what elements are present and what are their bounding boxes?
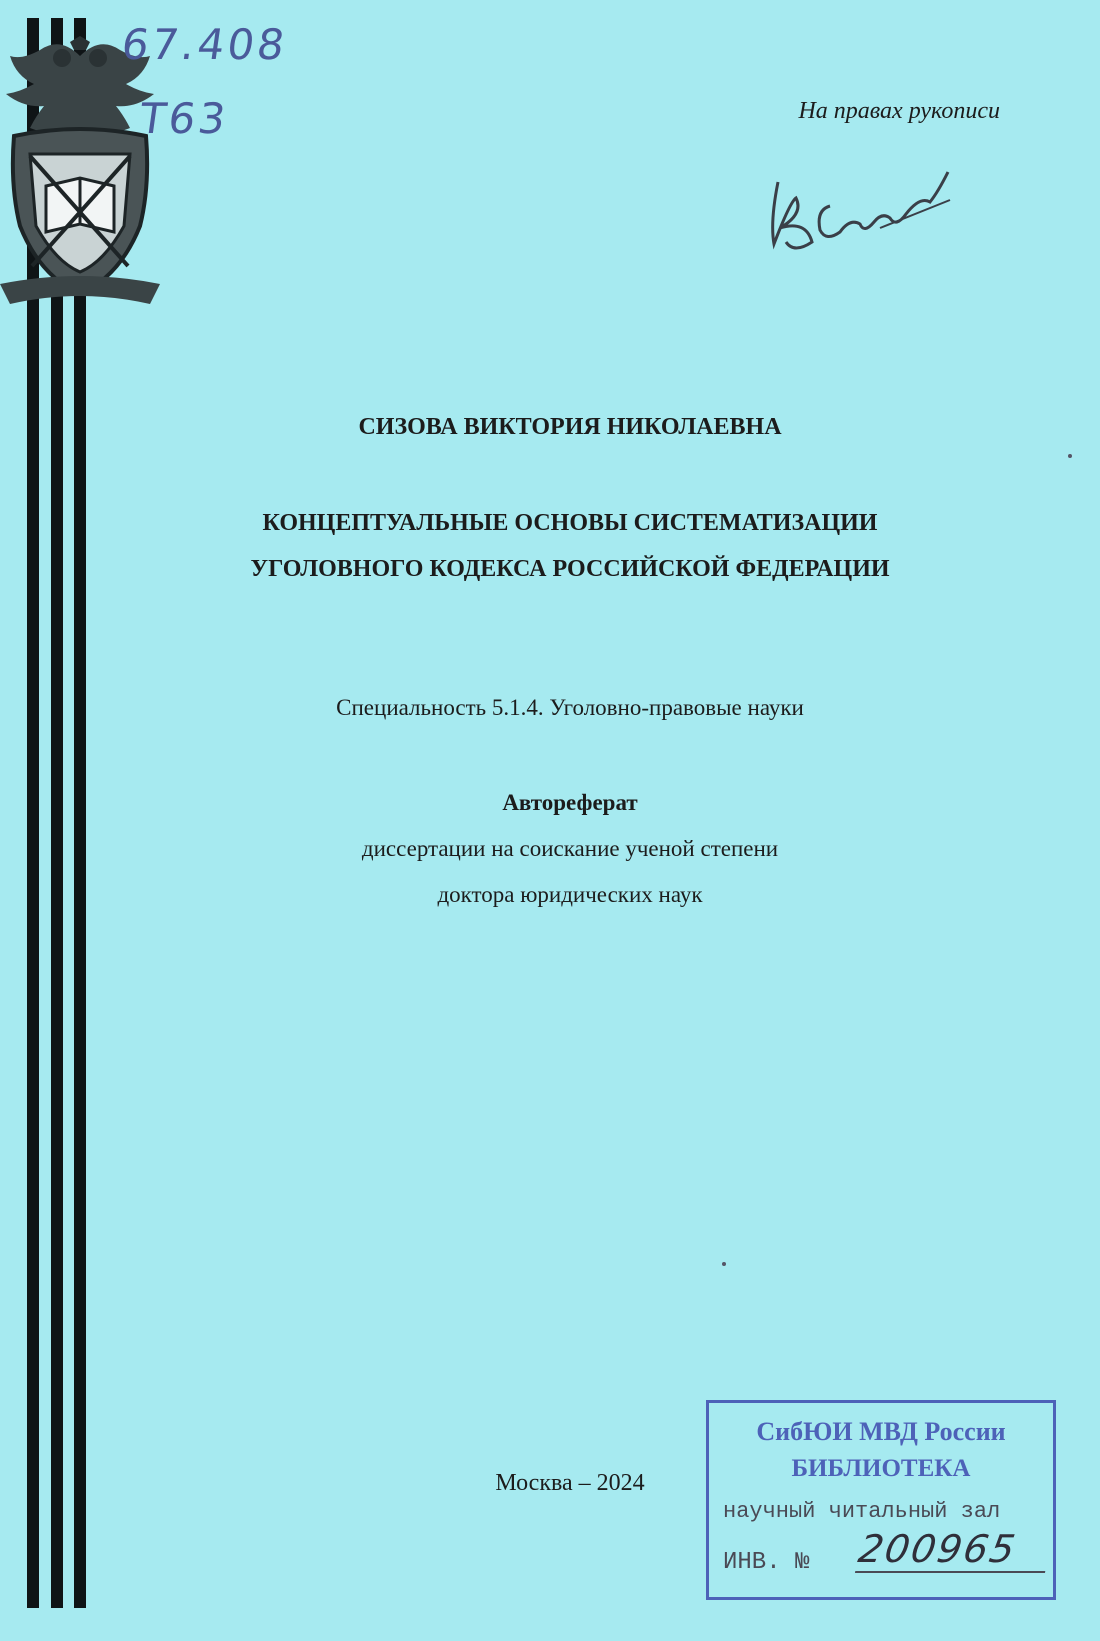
author-index-handwritten: Т63 — [136, 94, 232, 143]
stamp-library: БИБЛИОТЕКА — [791, 1455, 971, 1482]
degree-line: диссертации на соискание ученой степени — [361, 836, 779, 861]
stamp-inventory-label: ИНВ. № — [723, 1549, 810, 1576]
shelf-code-handwritten: 67.408 — [118, 20, 291, 69]
rights-note: На правах рукописи — [798, 98, 1000, 124]
stamp-institution: СибЮИ МВД России — [756, 1417, 1006, 1446]
author-name: СИЗОВА ВИКТОРИЯ НИКОЛАЕВНА — [358, 414, 782, 440]
signature-icon — [760, 162, 960, 262]
city-year: Москва – 2024 — [495, 1470, 645, 1496]
title-line: УГОЛОВНОГО КОДЕКСА РОССИЙСКОЙ ФЕДЕРАЦИИ — [250, 556, 890, 582]
specialty: Специальность 5.1.4. Уголовно-правовые науки — [336, 695, 804, 720]
library-stamp — [706, 1400, 1056, 1600]
stamp-inventory-number: 200965 — [855, 1527, 1053, 1573]
title-line: КОНЦЕПТУАЛЬНЫЕ ОСНОВЫ СИСТЕМАТИЗАЦИИ — [262, 510, 878, 536]
stamp-reading-room: научный читальный зал — [723, 1499, 1001, 1524]
dissertation-title — [160, 500, 980, 592]
paper-speck — [1068, 454, 1072, 458]
degree-line: доктора юридических наук — [437, 882, 703, 907]
document-type-label: Автореферат — [502, 790, 638, 815]
double-headed-eagle-emblem-icon — [0, 36, 160, 306]
paper-speck — [722, 1262, 726, 1266]
